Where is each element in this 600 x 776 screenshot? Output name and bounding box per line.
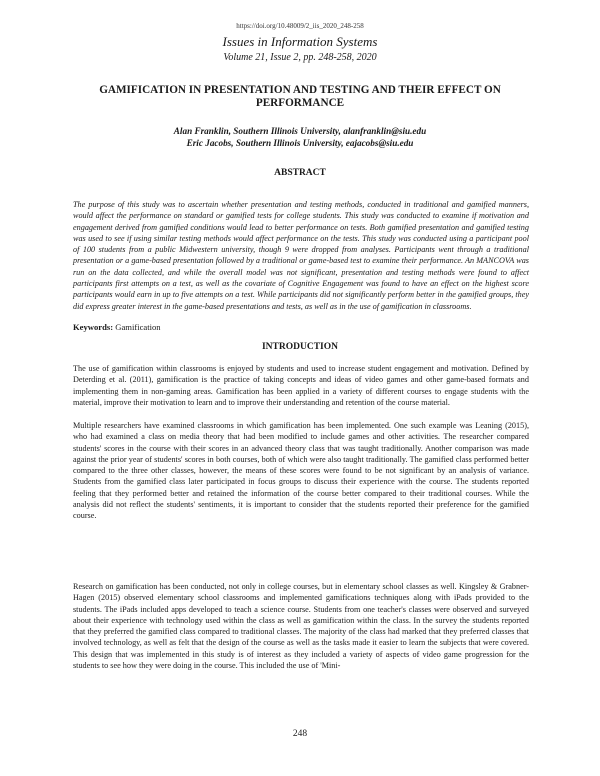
journal-volume: Volume 21, Issue 2, pp. 248-258, 2020 <box>223 52 377 63</box>
keywords-label: Keywords: <box>73 322 114 332</box>
body-paragraph: The use of gamification within classrooms is enjoyed by students and used to increase student engagement and motivation. Defined by Deterding et al. (2011), gamification is the practice of taking concepts and ideas of video games and other game-based formats and implementing them in non-gaming areas. Gamification has been applied in a variety of different courses to engage students with the material, improve their motivation to learn and to improve their understanding and retention of the course material. <box>73 364 529 407</box>
author-list <box>0 125 600 149</box>
author-line: Eric Jacobs, Southern Illinois University, eajacobs@siu.edu <box>186 138 414 148</box>
page-number: 248 <box>292 729 308 739</box>
author-line: Alan Franklin, Southern Illinois University, alanfranklin@siu.edu <box>173 126 427 136</box>
journal-title: Issues in Information Systems <box>222 34 378 49</box>
body-paragraph: Research on gamification has been conducted, not only in college courses, but in elementary school classes as well. Kingsley & Grabner-Hagen (2015) observed elementary school classrooms and implemented gamifications techniques along with iPads provided to the students. The iPads included apps developed to teach a science course. Students from one teacher's classes were observed and surveyed about their experience with technology used within the class as well as gamification within the class. In the survey the students reported that they preferred the gamified class compared to traditional classes. The majority of the class had marked that they preferred classes that involved technology, as well as felt that the design of the course as well as the tasks made it easier to learn the subjects that were covered. This design that was implemented in this study is of interest as they included a variety of aspects of video game progression for the students to see how they were doing in the course. This included the use of 'Mini- <box>73 582 529 671</box>
abstract-heading: ABSTRACT <box>274 168 326 178</box>
paper-title: GAMIFICATION IN PRESENTATION AND TESTING AND THEIR EFFECT ON PERFORMANCE <box>99 84 501 109</box>
keywords <box>73 322 529 332</box>
body-paragraph: Multiple researchers have examined classrooms in which gamification has been implemented. One such example was Leaning (2015), who had examined a class on media theory that had been modified to include games and other activities. The researcher compared students' scores in the course with their scores in an advanced theory class that was taught traditionally. Another comparison was made against the prior year of students' scores in both courses, both of which were also taught traditionally. The gamified class performed better compared to the three other classes, however, the means of these scores were found to be not significant by an analysis of variance. Students from the gamified class later participated in focus groups to discuss their experience with the course. The students reported feeling that they performed better and retained the information of the course better compared to their traditional courses. While the analysis did not reflect the students' sentiments, it is important to consider that the students reported their preference for the gamified course. <box>73 421 529 521</box>
abstract-text: The purpose of this study was to ascertain whether presentation and testing methods, conducted in traditional and gamified manners, would affect the performance on standard or gamified tests for college students. This study was conducted to examine if motivation and engagement derived from gamified conditions would lead to better performance on tests. Both gamified presentation and gamified testing was used to see if using similar testing methods would affect performance on the tests. This study was conducted using a participant pool of 100 students from a public Midwestern university, though 9 were dropped from analyses. Participants went through a traditional presentation or a game-based presentation followed by a traditional or game-based test to examine their performance. An MANCOVA was run on the data collected, and while the overall model was not significant, presentation and testing methods were found to affect participants first attempts on a test, as well as the covariate of Cognitive Engagement was found to have an effect on the highest score participants would earn in up to five attempts on a test. While participants did not significantly perform better in the gamified groups, they did express greater interest in the game-based presentations and tests, as well as in the use of gamification in classrooms. <box>73 200 529 311</box>
introduction-heading: INTRODUCTION <box>261 342 338 352</box>
keywords-value: Gamification <box>115 322 161 332</box>
doi-link[interactable]: https://doi.org/10.48009/2_iis_2020_248-258 <box>236 22 364 30</box>
